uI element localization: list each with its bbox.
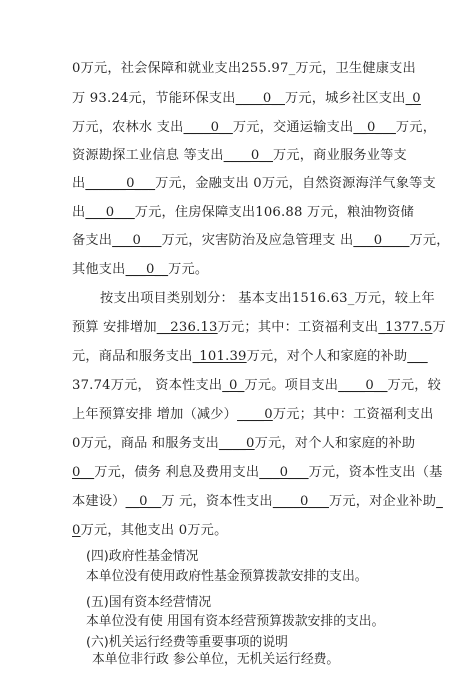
section-heading: (五)国有资本经营情况 (86, 595, 212, 610)
text-line: 0__万元，债务 利息及费用支出___0___万元，资本性支出（基 (72, 465, 443, 480)
text-line: 本建设）__0__万 元，资本性支出____0___万元，对企业补助_ (72, 494, 443, 509)
text-line: 0万元，其他支出 0万元。 (72, 523, 228, 538)
text-line: 其他支出___0__万元。 (72, 262, 209, 277)
text-line: 万元，农林水 支出____0__万元，交通运输支出__0___万元， (72, 120, 437, 135)
text-line: 出___0___万元，住房保障支出106.88 万元，粮油物资储 (72, 205, 415, 220)
text-line: 按支出项目类别划分： 基本支出1516.63_万元，较上年 (100, 291, 435, 306)
text-line: 元，商品和服务支出_101.39万元，对个人和家庭的补助___ (72, 349, 428, 364)
text-line: 0万元，商品 和服务支出____0万元，对个人和家庭的补助 (72, 436, 416, 451)
text-line: 0万元，社会保障和就业支出255.97_万元，卫生健康支出 (72, 61, 416, 76)
text-line: 上年预算安排 增加（减少）____0万元；其中：工资福利支出 (72, 407, 434, 422)
text-line: 资源勘探工业信息 等支出____0__万元，商业服务业等支 (72, 148, 407, 163)
text-line: 出______0___万元，金融支出 0万元，自然资源海洋气象等支 (72, 176, 436, 191)
text-line: 预算 安排增加__236.13万元；其中：工资福利支出_1377.5万 (72, 320, 446, 335)
text-line: 备支出___0___万元，灾害防治及应急管理支 出___0____万元， (72, 233, 450, 248)
section-heading: (四)政府性基金情况 (86, 549, 199, 564)
section-body: 本单位非行政 参公单位，无机关运行经费。 (92, 652, 340, 667)
section-body: 本单位没有使用政府性基金预算拨款安排的支出。 (86, 569, 368, 584)
text-line: 37.74万元， 资本性支出_0_万元。项目支出____0__万元，较 (72, 378, 442, 393)
section-body: 本单位没有使 用国有资本经营预算拨款安排的支出。 (86, 614, 385, 629)
text-line: 万 93.24元，节能环保支出____0__万元，城乡社区支出_0 (72, 91, 421, 106)
section-heading: (六)机关运行经费等重要事项的说明 (86, 635, 288, 650)
